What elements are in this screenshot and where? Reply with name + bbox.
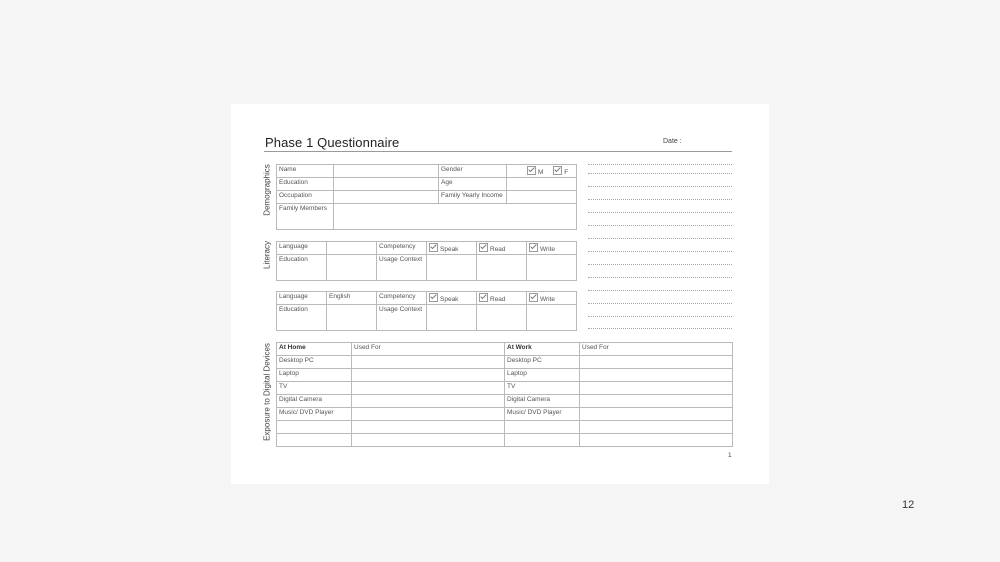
occupation-field[interactable] [334,191,439,204]
checkbox-write[interactable] [529,243,538,252]
page-number: 1 [728,452,732,459]
note-line[interactable] [588,251,732,252]
device-label: Music/ DVD Player [505,408,580,421]
used-for-header: Used For [580,343,733,356]
device-field[interactable] [277,434,352,447]
used-for-field[interactable] [580,369,733,382]
family-members-label: Family Members [277,204,334,230]
gender-female-option[interactable]: F [553,169,568,176]
checkbox-speak[interactable] [429,293,438,302]
used-for-field[interactable] [580,421,733,434]
note-line[interactable] [588,264,732,265]
name-field[interactable] [334,165,439,178]
usage-context-field[interactable] [427,305,477,331]
device-label: Desktop PC [505,356,580,369]
usage-context-field[interactable] [477,305,527,331]
usage-context-label: Usage Context [377,255,427,281]
questionnaire-sheet [231,104,769,484]
used-for-field[interactable] [580,382,733,395]
note-line[interactable] [588,328,732,329]
family-income-field[interactable] [507,191,577,204]
note-line[interactable] [588,212,732,213]
checkbox-read[interactable] [479,243,488,252]
education-label: Education [277,255,327,281]
section-label-literacy: Literacy [262,240,272,270]
used-for-field[interactable] [352,408,505,421]
device-field[interactable] [505,434,580,447]
date-label: Date : [663,138,682,145]
write-option[interactable]: Write [527,292,577,305]
note-line[interactable] [588,199,732,200]
note-line[interactable] [588,164,732,165]
note-line[interactable] [588,303,732,304]
checkbox-write[interactable] [529,293,538,302]
read-option[interactable]: Read [477,242,527,255]
section-label-exposure: Exposure to Digital Devices [262,343,272,441]
device-label: Laptop [277,369,352,382]
device-label: TV [277,382,352,395]
device-field[interactable] [505,421,580,434]
used-for-field[interactable] [352,356,505,369]
device-label: Laptop [505,369,580,382]
demographics-table [276,164,577,230]
used-for-field[interactable] [352,395,505,408]
device-field[interactable] [277,421,352,434]
read-option[interactable]: Read [477,292,527,305]
note-line[interactable] [588,290,732,291]
usage-context-field[interactable] [527,305,577,331]
used-for-field[interactable] [580,434,733,447]
competency-label: Competency [377,292,427,305]
note-line[interactable] [588,225,732,226]
speak-option[interactable]: Speak [427,242,477,255]
gender-label: Gender [439,165,507,178]
used-for-field[interactable] [352,369,505,382]
write-option[interactable]: Write [527,242,577,255]
speak-option[interactable]: Speak [427,292,477,305]
usage-context-field[interactable] [427,255,477,281]
used-for-field[interactable] [580,356,733,369]
checkbox-read[interactable] [479,293,488,302]
used-for-field[interactable] [352,421,505,434]
age-label: Age [439,178,507,191]
education-field[interactable] [334,178,439,191]
page-title: Phase 1 Questionnaire [265,135,400,150]
family-members-field[interactable] [334,204,577,230]
language-label: Language [277,292,327,305]
literacy-table-1 [276,241,577,281]
education-field[interactable] [327,255,377,281]
device-label: Digital Camera [505,395,580,408]
device-label: Music/ DVD Player [277,408,352,421]
usage-context-field[interactable] [527,255,577,281]
literacy-table-2 [276,291,577,331]
checkbox-female[interactable] [553,166,562,175]
competency-label: Competency [377,242,427,255]
used-for-header: Used For [352,343,505,356]
gender-options [507,165,577,178]
device-label: TV [505,382,580,395]
gender-male-option[interactable]: M [527,169,543,176]
checkbox-male[interactable] [527,166,536,175]
slide-number: 12 [902,499,915,511]
education-field[interactable] [327,305,377,331]
age-field[interactable] [507,178,577,191]
used-for-field[interactable] [580,395,733,408]
family-income-label: Family Yearly Income [439,191,507,204]
education-label: Education [277,178,334,191]
usage-context-field[interactable] [477,255,527,281]
note-line[interactable] [588,316,732,317]
device-label: Desktop PC [277,356,352,369]
name-label: Name [277,165,334,178]
note-line[interactable] [588,173,732,174]
section-label-demographics: Demographics [262,164,272,216]
at-work-header: At Work [505,343,580,356]
used-for-field[interactable] [352,382,505,395]
exposure-table [276,342,733,447]
used-for-field[interactable] [580,408,733,421]
occupation-label: Occupation [277,191,334,204]
education-label: Education [277,305,327,331]
checkbox-speak[interactable] [429,243,438,252]
usage-context-label: Usage Context [377,305,427,331]
note-line[interactable] [588,238,732,239]
note-line[interactable] [588,186,732,187]
language-field[interactable] [327,242,377,255]
at-home-header: At Home [277,343,352,356]
language-label: Language [277,242,327,255]
title-divider [264,151,732,152]
note-line[interactable] [588,277,732,278]
language-value[interactable]: English [327,292,377,305]
device-label: Digital Camera [277,395,352,408]
used-for-field[interactable] [352,434,505,447]
